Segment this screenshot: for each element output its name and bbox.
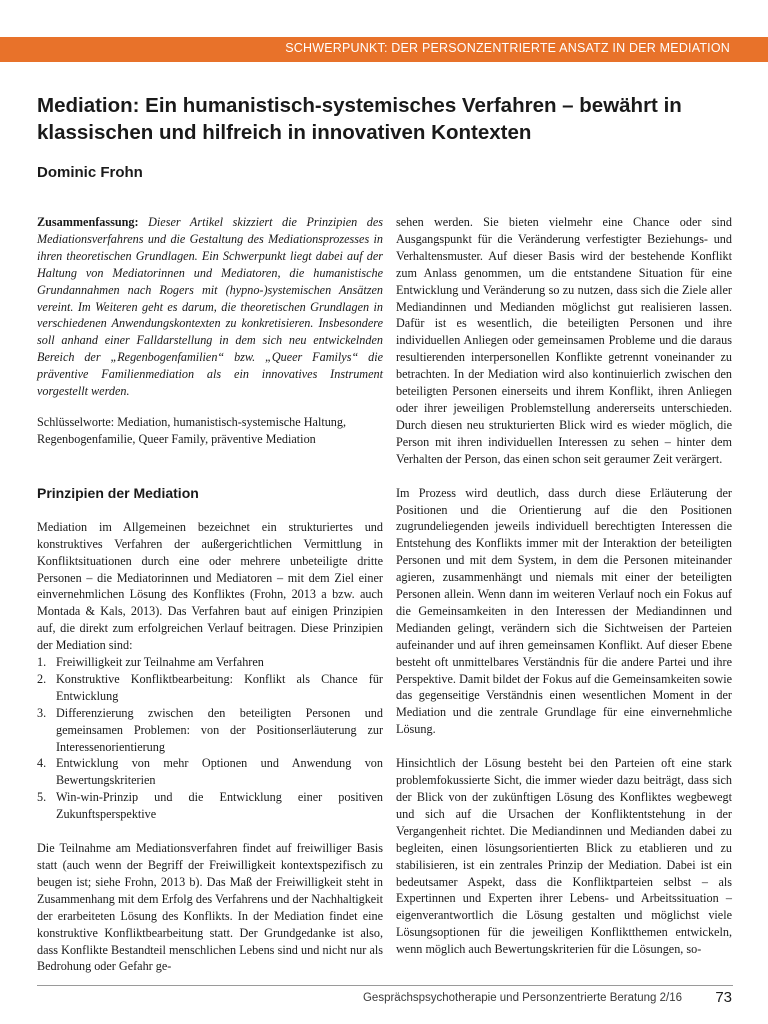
list-number: 3. <box>37 705 47 720</box>
body-paragraph: sehen werden. Sie bieten vielmehr eine Chance oder sind Ausgangspunkt für die Veränderung verfestigter Beziehungs- und Verhaltensmuster. Auf dieser Basis wird der bestehende Konflikt zum Anlass genommen, um die entstandene Situation für eine Entwicklung und Veränderung so zu nutzen, dass sich die Ziele aller Mediandinnen und Medianden möglichst gut realisieren lassen. Dafür ist es wesentlich, die beteiligten Personen und ihre individuellen Anliegen oder gemeinsamen Probleme und die daraus resultierenden interpersonellen Konflikte getrennt voneinander zu betrachten. In der Mediation wird also kontinuierlich zwischen den beteiligten Personen einerseits und ihrem Konflikt, ihren Anliegen oder ihrer jeweiligen Problemstellung andererseits unterschieden. Durch diesen neu strukturierten Blick wird es wieder möglich, die Person mit ihren individuellen Interessen zu sehen – hinter dem Verhalten der Person, das einen schon seit geraumer Zeit verärgert. <box>396 215 732 466</box>
body-paragraph: Im Prozess wird deutlich, dass durch diese Erläuterung der Positionen und die Orientierung auf die den Positionen zugrundeliegenden jeweils individuell berechtigten Interessen die Entstehung des Konflikts immer mit der Interaktion der beteiligten Personen und mit dem System, in dem die Personen miteinander agieren, zusammenhängt und niemals mit einer der beteiligten Personen allein. Wenn dann im weiteren Verlauf noch ein Fokus auf die Gemeinsamkeiten in den Interessen der Mediandinnen und Medianden gelingt, verändern sich die Sichtweisen der Parteien aufeinander und auf ihren gemeinsamen Konflikt. Auf dieser Ebene besteht oft unmittelbares Verständnis für die andere Partei und ihre Perspektive. Damit bildet der Fokus auf die Gemeinsamkeiten sowie das gegenseitige Verständnis einen wesentlichen Moment in der Mediation und die zentrale Grundlage für eine einvernehmliche Lösung. <box>396 485 732 737</box>
list-item <box>37 755 383 789</box>
article-title: Mediation: Ein humanistisch-systemisches Verfahren – bewährt in klassischen und hilfreich in innovativen Kontexten <box>37 94 682 144</box>
list-number: 2. <box>37 671 47 686</box>
section-heading: Prinzipien der Mediation <box>37 484 199 501</box>
abstract-label: Zusammenfassung: <box>37 215 139 229</box>
list-item <box>37 705 383 756</box>
principles-list <box>37 654 383 823</box>
list-item-text: Differenzierung zwischen den beteiligten Personen und gemeinsamen Problemen: von der Positionserläuterung zur Interessenorientierung <box>56 705 383 754</box>
journal-name: Gesprächspsychotherapie und Personzentrierte Beratung 2/16 <box>362 992 682 1004</box>
list-number: 4. <box>37 756 47 771</box>
list-item <box>37 789 383 823</box>
list-item-text: Win-win-Prinzip und die Entwicklung einer positiven Zukunftsperspektive <box>56 790 383 822</box>
keywords: Schlüsselworte: Mediation, humanistisch-systemische Haltung, Regenbogenfamilie, Queer Family, präventive Mediation <box>37 414 347 446</box>
list-number: 1. <box>37 655 47 670</box>
list-item-text: Freiwilligkeit zur Teilnahme am Verfahren <box>56 655 264 670</box>
list-number: 5. <box>37 790 47 805</box>
abstract <box>37 214 383 400</box>
list-item-text: Konstruktive Konfliktbearbeitung: Konflikt als Chance für Entwicklung <box>56 671 383 703</box>
article-author: Dominic Frohn <box>37 164 143 181</box>
intro-paragraph: Mediation im Allgemeinen bezeichnet ein strukturiertes und konstruktives Verfahren der außergerichtlichen Vermittlung in Konfliktsituationen durch eine oder mehrere unbeteiligte dritte Personen – die Mediatorinnen und Mediatoren – mit dem Ziel einer einvernehmlichen Lösung des Konfliktes (Frohn, 2013 a bzw. auch Montada & Kals, 2013). Das Verfahren baut auf einigen Prinzipien auf, die direkt zum erfolgreichen Verlauf beitragen. Diese Prinzipien der Mediation sind: <box>37 519 383 653</box>
footer-divider <box>37 985 733 986</box>
banner-text: SCHWERPUNKT: DER PERSONZENTRIERTE ANSATZ IN DER MEDIATION <box>285 41 730 55</box>
right-column <box>396 214 732 958</box>
section-banner <box>0 37 768 62</box>
page-number: 73 <box>715 989 732 1006</box>
abstract-text: Dieser Artikel skizziert die Prinzipien des Mediationsverfahrens und die Gestaltung des Mediationsprozesses in ihren theoretischen Grundlagen. Ein Schwerpunkt liegt dabei auf der Haltung von Mediatorinnen und Mediatoren, die humanistische Grundannahmen nach Rogers mit (hypno-)systemischen Ansätzen vereint. Im Weiteren geht es darum, die theoretischen Grundlagen in verschiedenen Anwendungskontexten zu konkretisieren. Insbesondere soll anhand einer Falldarstellung in dem sich neu entwickelnden Bereich der „Regenbogenfamilien“ bzw. „Queer Familys“ die präventive Familienmediation als ein innovatives Instrument vorgestellt werden. <box>37 215 383 399</box>
list-item-text: Entwicklung von mehr Optionen und Anwendung von Bewertungskriterien <box>56 756 383 788</box>
list-item <box>37 654 383 671</box>
body-paragraph: Hinsichtlich der Lösung besteht bei den Parteien oft eine stark problemfokussierte Sicht, die immer wieder dazu beiträgt, dass sich der Blick von der zukünftigen Lösung des Konfliktes wegbewegt und sich auf die Ursachen der Konfliktentstehung in der Vergangenheit richtet. Die Mediandinnen und Medianden dabei zu begleiten, einen lösungsorientierten Blick zu etablieren und zu stabilisieren, ist ein zentrales Prinzip der Mediation. Dabei ist ein bedeutsamer Aspekt, dass die Konfliktparteien selbst – als Expertinnen und Experten ihrer Lebens- und Arbeitssituation – eigenverantwortlich die Lösung gestalten und möglichst viele Lösungsoptionen für die jeweiligen Konfliktthemen entwickeln, wenn möglich auch Bewertungskriterien für die Lösungen, so- <box>396 756 732 957</box>
left-column <box>37 214 383 975</box>
body-paragraph: Die Teilnahme am Mediationsverfahren findet auf freiwilliger Basis statt (auch wenn der Begriff der Freiwilligkeit kontextspezifisch zu beugen ist; siehe Frohn, 2013 b). Das Maß der Freiwilligkeit steht in Zusammenhang mit dem Erfolg des Verfahrens und der Nachhaltigkeit der erarbeiteten Lösung des Konflikts. In der Mediation findet eine konstruktive Konfliktbearbeitung statt. Der Grundgedanke ist also, dass Konflikte Bestandteil menschlichen Lebens sind und nicht nur als Bedrohung oder Gefahr ge- <box>37 841 383 974</box>
list-item <box>37 671 383 705</box>
